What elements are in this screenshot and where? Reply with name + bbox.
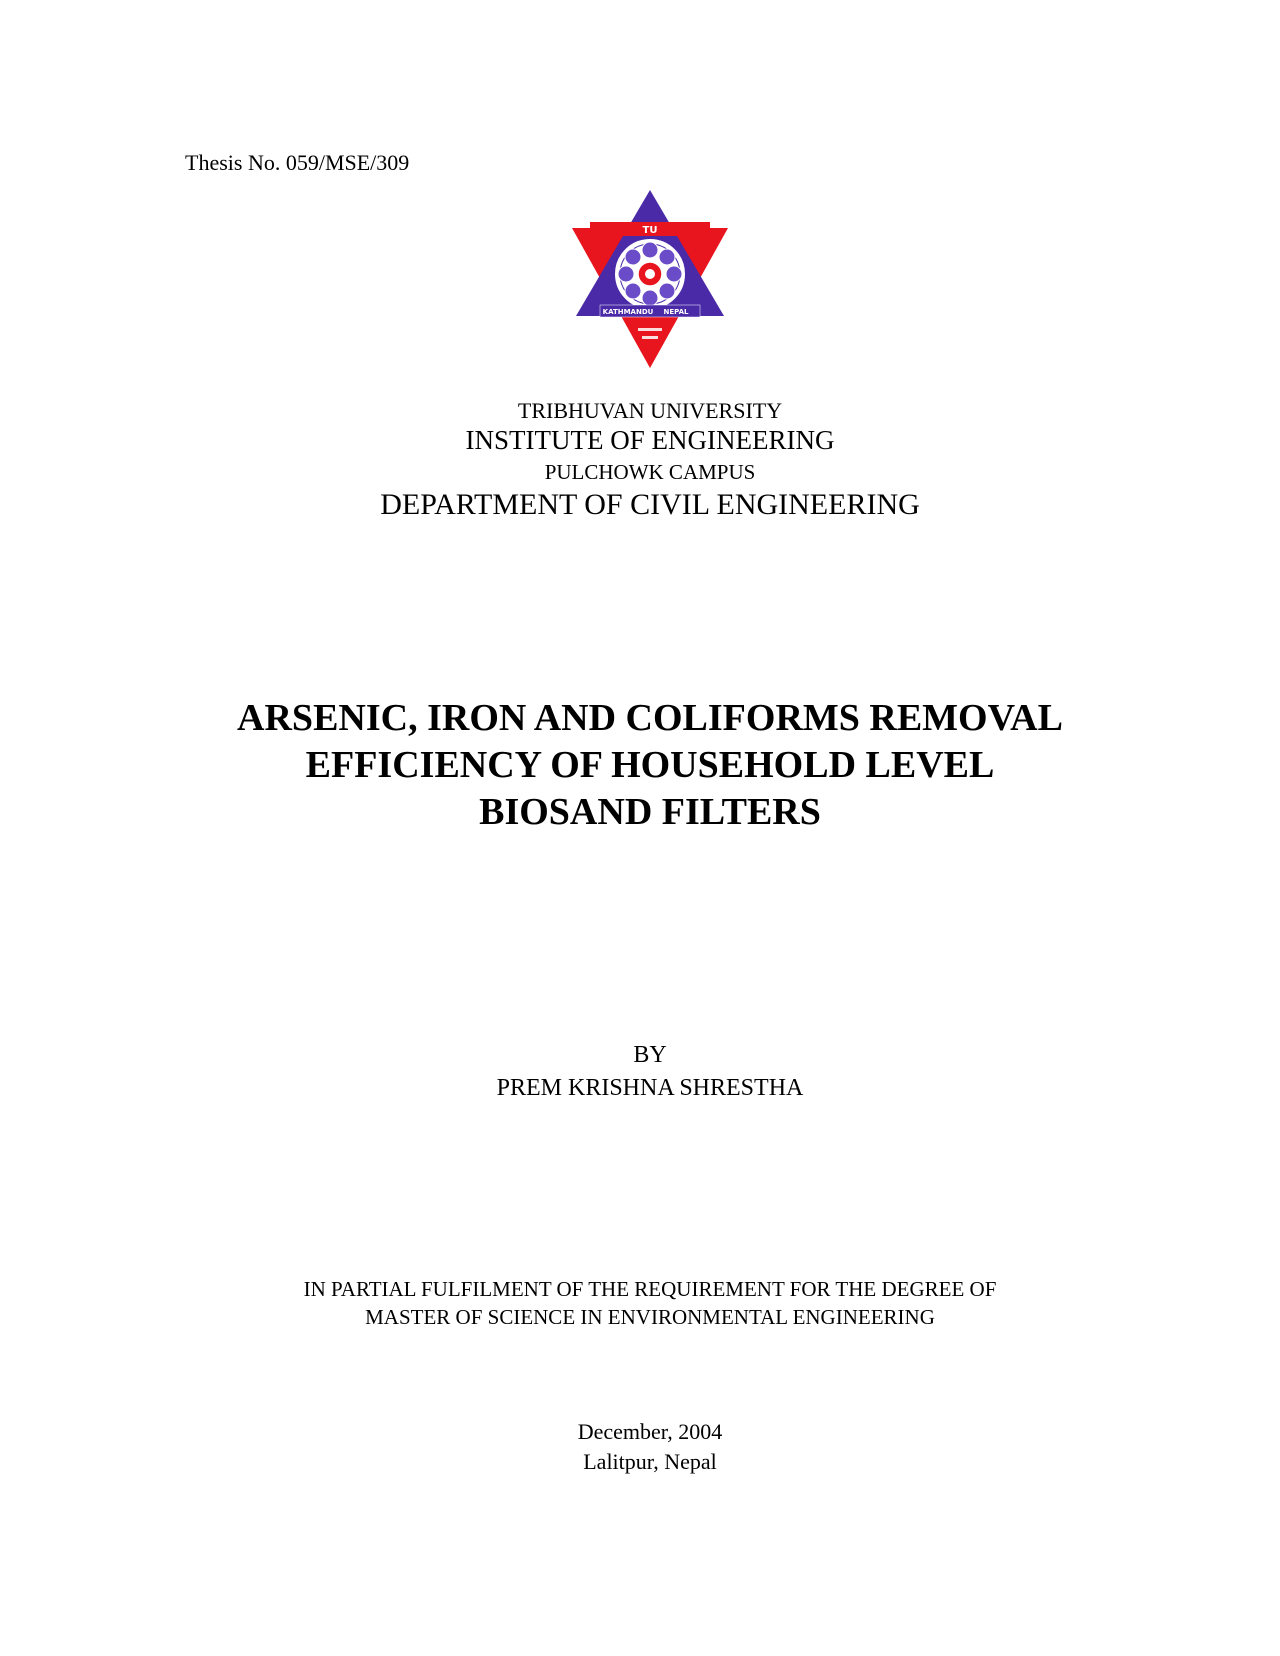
thesis-title-line: BIOSAND FILTERS	[479, 791, 821, 833]
campus-name: PULCHOWK CAMPUS	[544, 460, 756, 484]
submission-place: Lalitpur, Nepal	[583, 1449, 717, 1474]
university-name: TRIBHUVAN UNIVERSITY	[517, 398, 783, 423]
logo-nepal-text: NEPAL	[663, 308, 689, 316]
institute-name: INSTITUTE OF ENGINEERING	[465, 425, 835, 455]
thesis-number: Thesis No. 059/MSE/309	[185, 150, 410, 175]
logo-kathmandu-text: KATHMANDU	[602, 308, 654, 316]
author-name: PREM KRISHNA SHRESTHA	[496, 1075, 804, 1101]
logo-devanagari-text: TU	[642, 225, 658, 236]
by-label: BY	[633, 1042, 667, 1068]
thesis-title-line: EFFICIENCY OF HOUSEHOLD LEVEL	[305, 744, 995, 786]
department-name: DEPARTMENT OF CIVIL ENGINEERING	[380, 488, 920, 521]
requirement-line: MASTER OF SCIENCE IN ENVIRONMENTAL ENGINEERING	[365, 1305, 935, 1329]
submission-date: December, 2004	[577, 1419, 723, 1444]
university-logo-icon	[570, 188, 730, 370]
requirement-line: IN PARTIAL FULFILMENT OF THE REQUIREMENT FOR THE DEGREE OF	[303, 1277, 997, 1301]
thesis-title-line: ARSENIC, IRON AND COLIFORMS REMOVAL	[237, 697, 1063, 739]
